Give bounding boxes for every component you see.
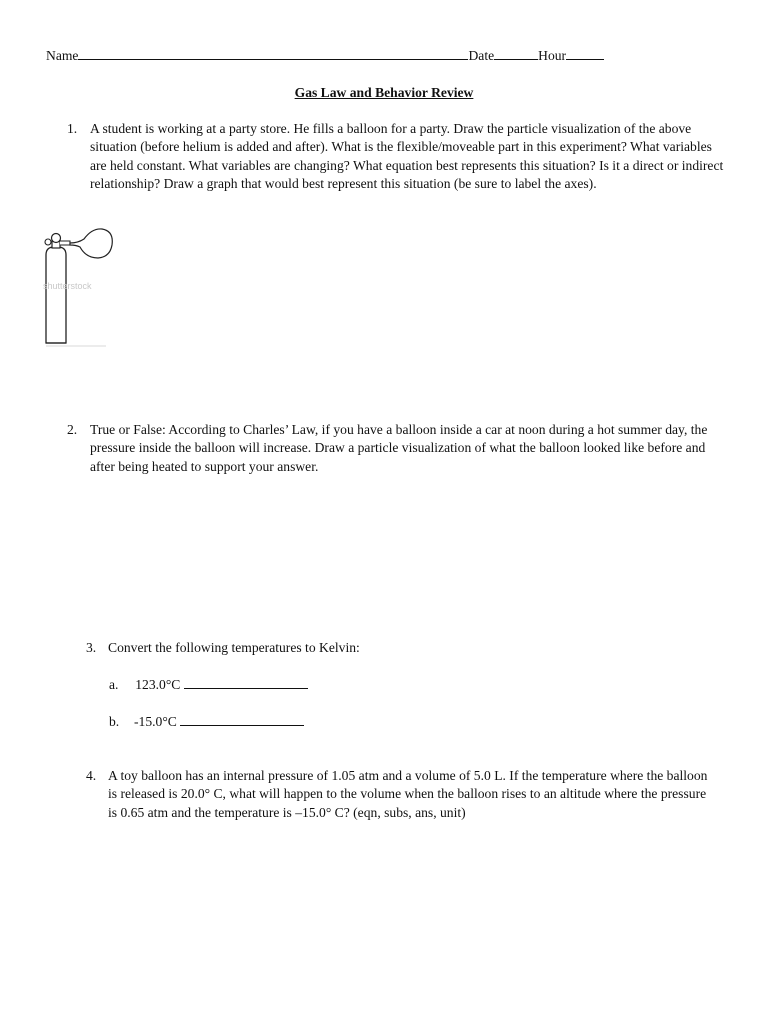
- question-3-part-b: [109, 713, 304, 731]
- date-blank[interactable]: [494, 47, 538, 60]
- part-value: -15.0°C: [134, 714, 177, 729]
- page-title: Gas Law and Behavior Review: [294, 85, 474, 100]
- answer-blank-a[interactable]: [184, 676, 308, 689]
- part-value: 123.0°C: [135, 677, 181, 692]
- question-number: 2.: [67, 422, 78, 437]
- question-number: 1.: [67, 121, 78, 136]
- hour-label: Hour: [538, 48, 567, 63]
- question-3-part-a: [109, 676, 308, 694]
- question-number: 3.: [86, 640, 97, 655]
- question-number: 4.: [86, 768, 97, 783]
- question-text: Convert the following temperatures to Kelvin:: [108, 640, 360, 655]
- question-text: A student is working at a party store. He fills a balloon for a party. Draw the particle visualization of the above situation (before helium is added and after). What is the flexible/moveable part in this experiment? What variables are held constant. What variables are changing? What equation best represents this situation? Is it a direct or indirect relationship? Draw a graph that would best represent this situation (be sure to label the axes).: [90, 121, 724, 192]
- hour-blank[interactable]: [566, 47, 604, 60]
- question-text: A toy balloon has an internal pressure of 1.05 atm and a volume of 5.0 L. If the temperature where the balloon is released is 20.0° C, what will happen to the volume when the balloon rises to an altitude where the pressure is 0.65 atm and the temperature is –15.0° C? (eqn, subs, ans, unit): [108, 768, 708, 820]
- answer-blank-b[interactable]: [180, 713, 304, 726]
- gas-tank-balloon-image: [40, 225, 120, 350]
- watermark-text: shutterstock: [43, 281, 92, 291]
- name-label: Name: [46, 48, 79, 63]
- part-letter: a.: [109, 677, 119, 692]
- part-letter: b.: [109, 714, 120, 729]
- question-text: True or False: According to Charles’ Law, if you have a balloon inside a car at noon during a hot summer day, the pressure inside the balloon will increase. Draw a particle visualization of what the balloon looked like before and after being heated to support your answer.: [90, 422, 708, 474]
- name-blank[interactable]: [78, 47, 468, 60]
- header-line: [46, 47, 604, 65]
- date-label: Date: [468, 48, 495, 63]
- gas-tank-icon: [40, 225, 120, 350]
